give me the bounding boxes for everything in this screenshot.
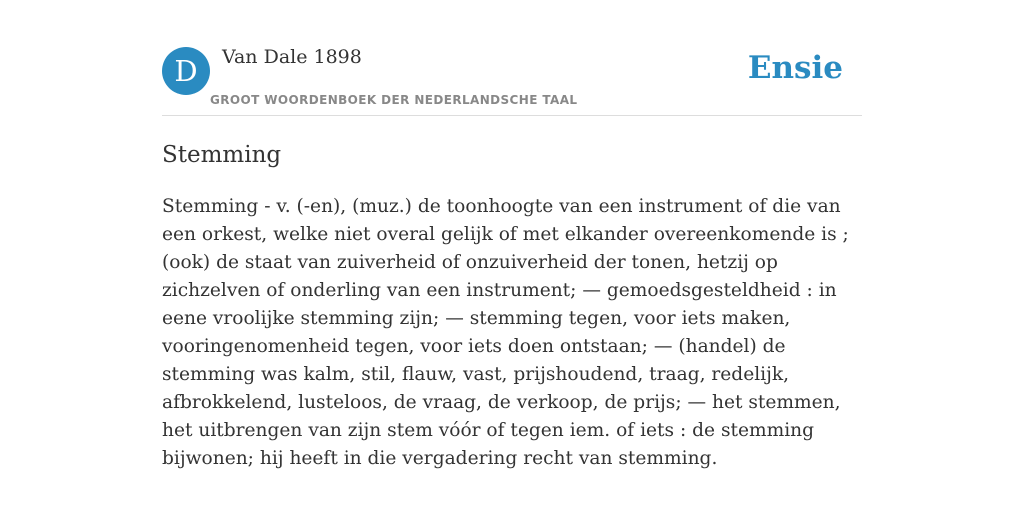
brand-logo[interactable]: Ensie [747, 50, 843, 86]
entry-definition: Stemming - v. (-en), (muz.) de toonhoogte van een instrument of die van een orkest, welke niet overal gelijk of met elkander overeenkomende is ; (ook) de staat van zuiverheid of onzuiverheid der tonen, hetzij op zichzelven of onderling van een instrument; — gemoedsgesteldheid : in eene vroolijke stemming zijn; — stemming tegen, voor iets maken, vooringenomenheid tegen, voor iets doen ontstaan; — (handel) de stemming was kalm, stil, flauw, vast, prijshoudend, traag, redelijk, afbrokkelend, lusteloos, de vraag, de verkoop, de prijs; — het stemmen, het uitbrengen van zijn stem vóór of tegen iem. of iets : de stemming bijwonen; hij heeft in die vergadering recht van stemming. [162, 196, 849, 469]
entry-card [162, 44, 862, 473]
entry-title: Stemming [162, 142, 282, 168]
dictionary-logo[interactable]: D [162, 47, 210, 95]
dictionary-header [162, 44, 862, 116]
dictionary-name[interactable]: Van Dale 1898 [222, 46, 362, 68]
dictionary-subtitle: GROOT WOORDENBOEK DER NEDERLANDSCHE TAAL [210, 93, 578, 107]
